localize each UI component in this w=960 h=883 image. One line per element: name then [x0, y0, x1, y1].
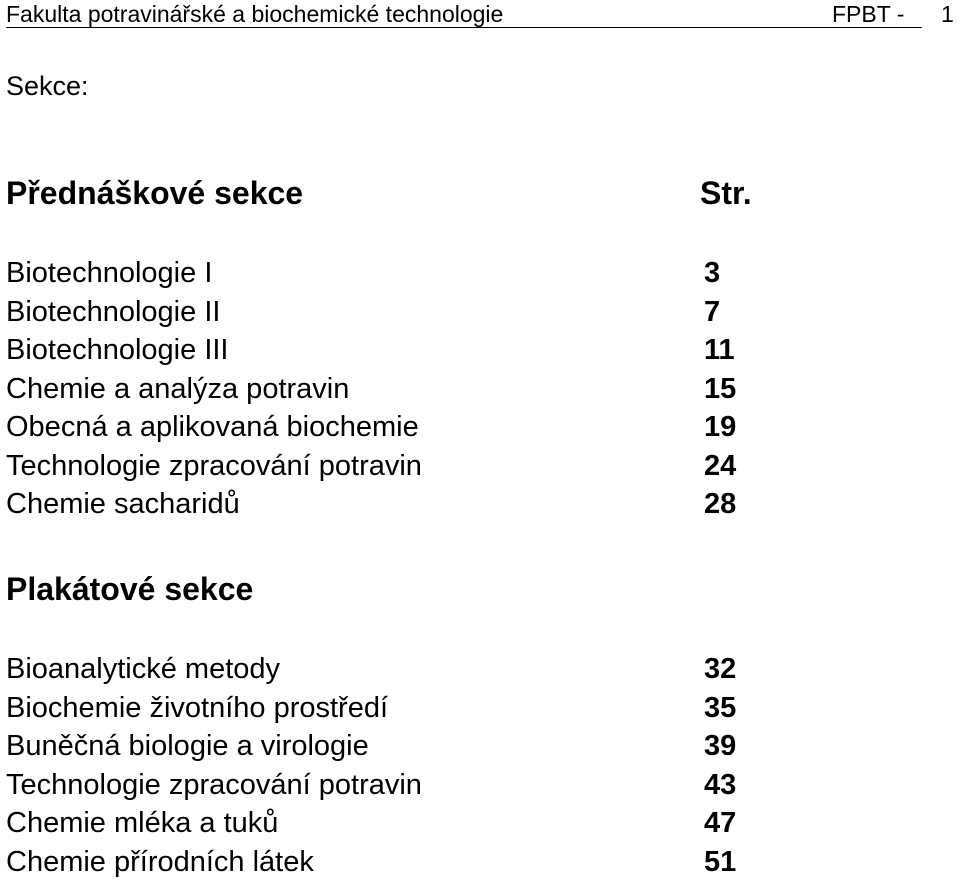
toc-entry: [6, 766, 766, 805]
sekce-label: Sekce:: [6, 71, 89, 101]
toc-entry-page: 7: [704, 295, 721, 328]
toc-entry-page: 28: [704, 488, 737, 520]
toc-entry: [6, 293, 766, 332]
toc-entry-label: Chemie a analýza potravin: [6, 372, 350, 405]
toc-entry-page: 24: [704, 449, 737, 482]
toc-entry-label: Chemie přírodních látek: [6, 845, 314, 878]
toc-entry: [6, 485, 766, 524]
toc-entry-page: 32: [704, 653, 737, 685]
toc-entry: [6, 843, 766, 882]
toc-entry: [6, 254, 766, 293]
toc-entry-page: 43: [704, 768, 737, 801]
poster-sections-list: [6, 650, 766, 881]
toc-entry: [6, 447, 766, 486]
header-code: FPBT -: [832, 1, 905, 27]
toc-entry-page: 47: [704, 807, 737, 839]
toc-entry-page: 39: [704, 730, 737, 762]
page-column-label: Str.: [700, 175, 752, 211]
toc-entry: [6, 727, 766, 766]
toc-entry-label: Chemie sacharidů: [6, 488, 240, 520]
header-faculty-name: Fakulta potravinářské a biochemické technologie: [6, 1, 504, 27]
toc-entry-page: 51: [704, 845, 737, 878]
toc-entry: [6, 804, 766, 843]
toc-entry-label: Biochemie životního prostředí: [6, 691, 389, 724]
toc-entry: [6, 650, 766, 689]
toc-entry: [6, 370, 766, 409]
toc-entry-page: 35: [704, 691, 737, 724]
toc-entry-label: Technologie zpracování potravin: [6, 449, 422, 482]
toc-entry: [6, 408, 766, 447]
lecture-sections-title: Přednáškové sekce: [6, 175, 304, 211]
toc-entry: [6, 331, 766, 370]
running-header: [6, 0, 954, 28]
toc-entry-label: Biotechnologie III: [6, 334, 229, 366]
toc-entry-page: 11: [704, 334, 735, 366]
header-underline: [6, 27, 922, 28]
toc-entry-label: Chemie mléka a tuků: [6, 807, 279, 839]
toc-entry-label: Biotechnologie I: [6, 257, 213, 289]
toc-entry-label: Obecná a aplikovaná biochemie: [6, 411, 419, 443]
header-page-number: 1: [941, 1, 954, 27]
toc-entry-page: 3: [704, 257, 721, 289]
lecture-sections-list: [6, 254, 766, 524]
toc-entry-label: Biotechnologie II: [6, 295, 221, 328]
toc-entry-label: Technologie zpracování potravin: [6, 768, 422, 801]
poster-sections-title: Plakátové sekce: [6, 571, 254, 607]
toc-entry-page: 15: [704, 372, 737, 405]
toc-entry: [6, 689, 766, 728]
toc-entry-label: Buněčná biologie a virologie: [6, 730, 369, 762]
toc-entry-label: Bioanalytické metody: [6, 653, 281, 685]
toc-entry-page: 19: [704, 411, 737, 443]
